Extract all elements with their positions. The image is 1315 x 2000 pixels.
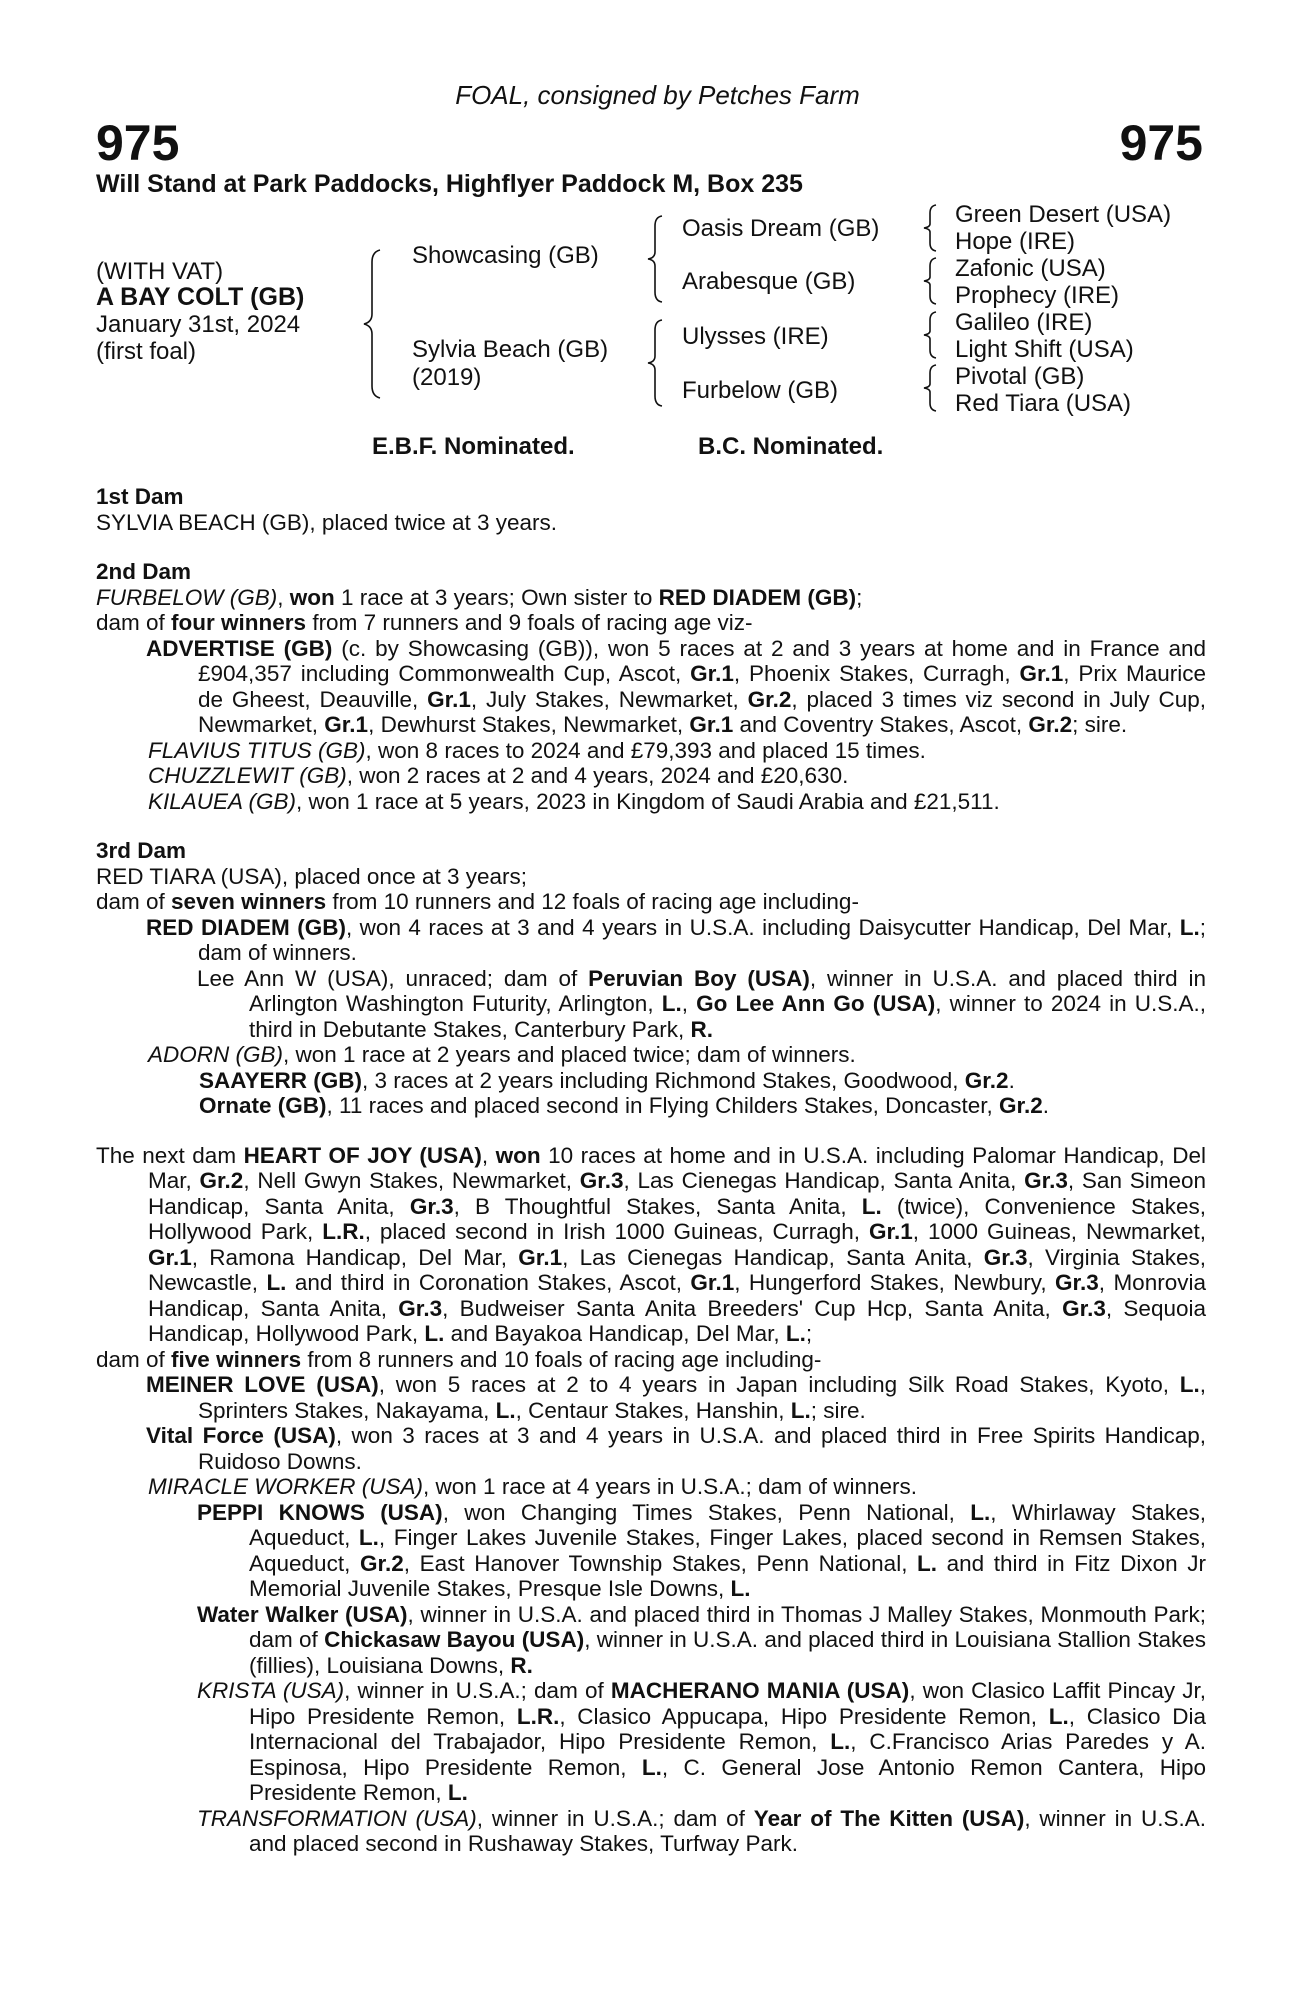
pedigree-ddd: Red Tiara (USA) — [955, 390, 1132, 417]
pedigree-dam-sire: Ulysses (IRE) — [682, 323, 829, 350]
foal-note: (first foal) — [96, 338, 197, 365]
lot-number-right: 975 — [1119, 115, 1203, 171]
pedigree-brace-sd — [922, 256, 940, 306]
consignment-line: FOAL, consigned by Petches Farm — [455, 80, 860, 110]
pedigree-brace-sire — [646, 214, 666, 304]
produce-advertise: ADVERTISE (GB) (c. by Showcasing (GB)), won 5 races at 2 and 3 years at home and in France and £904,357 including Commonwealth Cup, Ascot, Gr.1, Phoenix Stakes, Curragh, Gr.1, Prix Maurice de Gheest, Deauville, Gr.1, July Stakes, Newmarket, Gr.2, placed 3 times viz second in July Cup, Newmarket, Gr.1, Dewhurst Stakes, Newmarket, Gr.1 and Coventry Stakes, Ascot, Gr.2; sire. — [146, 635, 1207, 737]
produce-kilauea: KILAUEA (GB), won 1 race at 5 years, 2023 in Kingdom of Saudi Arabia and £21,511. — [148, 788, 1000, 814]
pedigree-dss: Galileo (IRE) — [955, 309, 1093, 336]
pedigree-sdd: Prophecy (IRE) — [955, 282, 1120, 309]
vat-note: (WITH VAT) — [96, 258, 224, 285]
pedigree-dam: Sylvia Beach (GB) — [412, 336, 609, 363]
third-dam-intro: RED TIARA (USA), placed once at 3 years; — [96, 863, 528, 889]
pedigree-brace-main — [362, 248, 384, 400]
produce-vital-force: Vital Force (USA), won 3 races at 3 and 4 years in U.S.A. and placed third in Free Spirits Handicap, Ruidoso Downs. — [146, 1423, 1207, 1474]
third-dam-heading: 3rd Dam — [96, 838, 187, 863]
produce-red-diadem: RED DIADEM (GB), won 4 races at 3 and 4 years in U.S.A. including Daisycutter Handicap, Del Mar, L.; dam of winners. — [146, 914, 1206, 965]
produce-miracle-worker: MIRACLE WORKER (USA), won 1 race at 4 years in U.S.A.; dam of winners. — [148, 1474, 917, 1499]
pedigree-brace-dd — [922, 363, 940, 413]
produce-ornate: Ornate (GB), 11 races and placed second in Flying Childers Stakes, Doncaster, Gr.2. — [199, 1093, 1050, 1118]
pedigree-dds: Pivotal (GB) — [955, 363, 1085, 390]
pedigree-ssd: Hope (IRE) — [955, 228, 1076, 255]
horse-dob: January 31st, 2024 — [96, 311, 301, 338]
pedigree-brace-ds — [922, 310, 940, 360]
pedigree-brace-ss — [922, 203, 940, 253]
produce-meiner-love: MEINER LOVE (USA), won 5 races at 2 to 4 years in Japan including Silk Road Stakes, Kyoto, L., Sprinters Stakes, Nakayama, L., Centaur Stakes, Hanshin, L.; sire. — [146, 1372, 1207, 1423]
produce-flavius-titus: FLAVIUS TITUS (GB), won 8 races to 2024 and £79,393 and placed 15 times. — [148, 737, 926, 763]
pedigree-sds: Zafonic (USA) — [955, 255, 1106, 282]
produce-transformation: TRANSFORMATION (USA), winner in U.S.A.; dam of Year of The Kitten (USA), winner in U.S.A. and placed second in Rushaway Stakes, Turfway Park. — [197, 1805, 1206, 1856]
pedigree-brace-dam — [646, 318, 666, 408]
second-dam-produce-summary: dam of four winners from 7 runners and 9 foals of racing age viz- — [96, 610, 753, 635]
produce-saayerr: SAAYERR (GB), 3 races at 2 years including Richmond Stakes, Goodwood, Gr.2. — [199, 1067, 1015, 1093]
produce-krista: KRISTA (USA), winner in U.S.A.; dam of MACHERANO MANIA (USA), won Clasico Laffit Pincay Jr, Hipo Presidente Remon, L.R., Clasico Appucapa, Hipo Presidente Remon, L., Clasico Dia Internacional del Trabajador, Hipo Presidente Remon, L., C.Francisco Arias Paredes y A. Espinosa, Hipo Presidente Remon, L., C. General Jose Antonio Remon Cantera, Hipo Presidente Remon, L. — [197, 1678, 1206, 1805]
ebf-nomination: E.B.F. Nominated. — [372, 433, 575, 460]
horse-name: A BAY COLT (GB) — [96, 283, 305, 311]
next-dam-heart-of-joy: The next dam HEART OF JOY (USA), won 10 races at home and in U.S.A. including Palomar Handicap, Del Mar, Gr.2, Nell Gwyn Stakes, Newmarket, Gr.3, Las Cienegas Handicap, Santa Anita, Gr.3, San Simeon Handicap, Santa Anita, Gr.3, B Thoughtful Stakes, Santa Anita, L. (twice), Convenience Stakes, Hollywood Park, L.R., placed second in Irish 1000 Guineas, Curragh, Gr.1, 1000 Guineas, Newmarket, Gr.1, Ramona Handicap, Del Mar, Gr.1, Las Cienegas Handicap, Santa Anita, Gr.3, Virginia Stakes, Newcastle, L. and third in Coronation Stakes, Ascot, Gr.1, Hungerford Stakes, Newbury, Gr.3, Monrovia Handicap, Santa Anita, Gr.3, Budweiser Santa Anita Breeders' Cup Hcp, Santa Anita, Gr.3, Sequoia Handicap, Hollywood Park, L. and Bayakoa Handicap, Del Mar, L.; — [96, 1142, 1207, 1346]
produce-chuzzlewit: CHUZZLEWIT (GB), won 2 races at 2 and 4 years, 2024 and £20,630. — [148, 763, 849, 788]
pedigree-sire-sire: Oasis Dream (GB) — [682, 215, 880, 242]
bc-nomination: B.C. Nominated. — [698, 433, 884, 460]
third-dam-produce-summary: dam of seven winners from 10 runners and 12 foals of racing age including- — [96, 889, 859, 914]
lot-number-left: 975 — [96, 115, 180, 171]
pedigree-dam-dam: Furbelow (GB) — [682, 377, 839, 404]
first-dam-text: SYLVIA BEACH (GB), placed twice at 3 years. — [96, 509, 558, 535]
stand-location: Will Stand at Park Paddocks, Highflyer Paddock M, Box 235 — [96, 170, 803, 198]
produce-water-walker: Water Walker (USA), winner in U.S.A. and placed third in Thomas J Malley Stakes, Monmouth Park; dam of Chickasaw Bayou (USA), winner in U.S.A. and placed third in Louisiana Stallion Stakes (fillies), Louisiana Downs, R. — [197, 1601, 1206, 1678]
first-dam-heading: 1st Dam — [96, 484, 184, 509]
pedigree-sss: Green Desert (USA) — [955, 201, 1172, 228]
produce-adorn: ADORN (GB), won 1 race at 2 years and placed twice; dam of winners. — [148, 1042, 856, 1067]
pedigree-sire: Showcasing (GB) — [412, 242, 599, 269]
second-dam-heading: 2nd Dam — [96, 559, 192, 584]
second-dam-intro: FURBELOW (GB), won 1 race at 3 years; Own sister to RED DIADEM (GB); — [96, 584, 863, 610]
catalogue-body — [96, 484, 1206, 1857]
produce-peppi-knows: PEPPI KNOWS (USA), won Changing Times Stakes, Penn National, L., Whirlaway Stakes, Aqueduct, L., Finger Lakes Juvenile Stakes, Finger Lakes, placed second in Remsen Stakes, Aqueduct, Gr.2, East Hanover Township Stakes, Penn National, L. and third in Fitz Dixon Jr Memorial Juvenile Stakes, Presque Isle Downs, L. — [197, 1499, 1207, 1601]
produce-lee-ann-w: Lee Ann W (USA), unraced; dam of Peruvian Boy (USA), winner in U.S.A. and placed third in Arlington Washington Futurity, Arlington, L., Go Lee Ann Go (USA), winner to 2024 in U.S.A., third in Debutante Stakes, Canterbury Park, R. — [197, 965, 1207, 1042]
pedigree-dam-year: (2019) — [412, 364, 482, 391]
next-dam-produce-summary: dam of five winners from 8 runners and 10 foals of racing age including- — [96, 1346, 822, 1372]
pedigree-dsd: Light Shift (USA) — [955, 336, 1134, 363]
pedigree-sire-dam: Arabesque (GB) — [682, 268, 856, 295]
